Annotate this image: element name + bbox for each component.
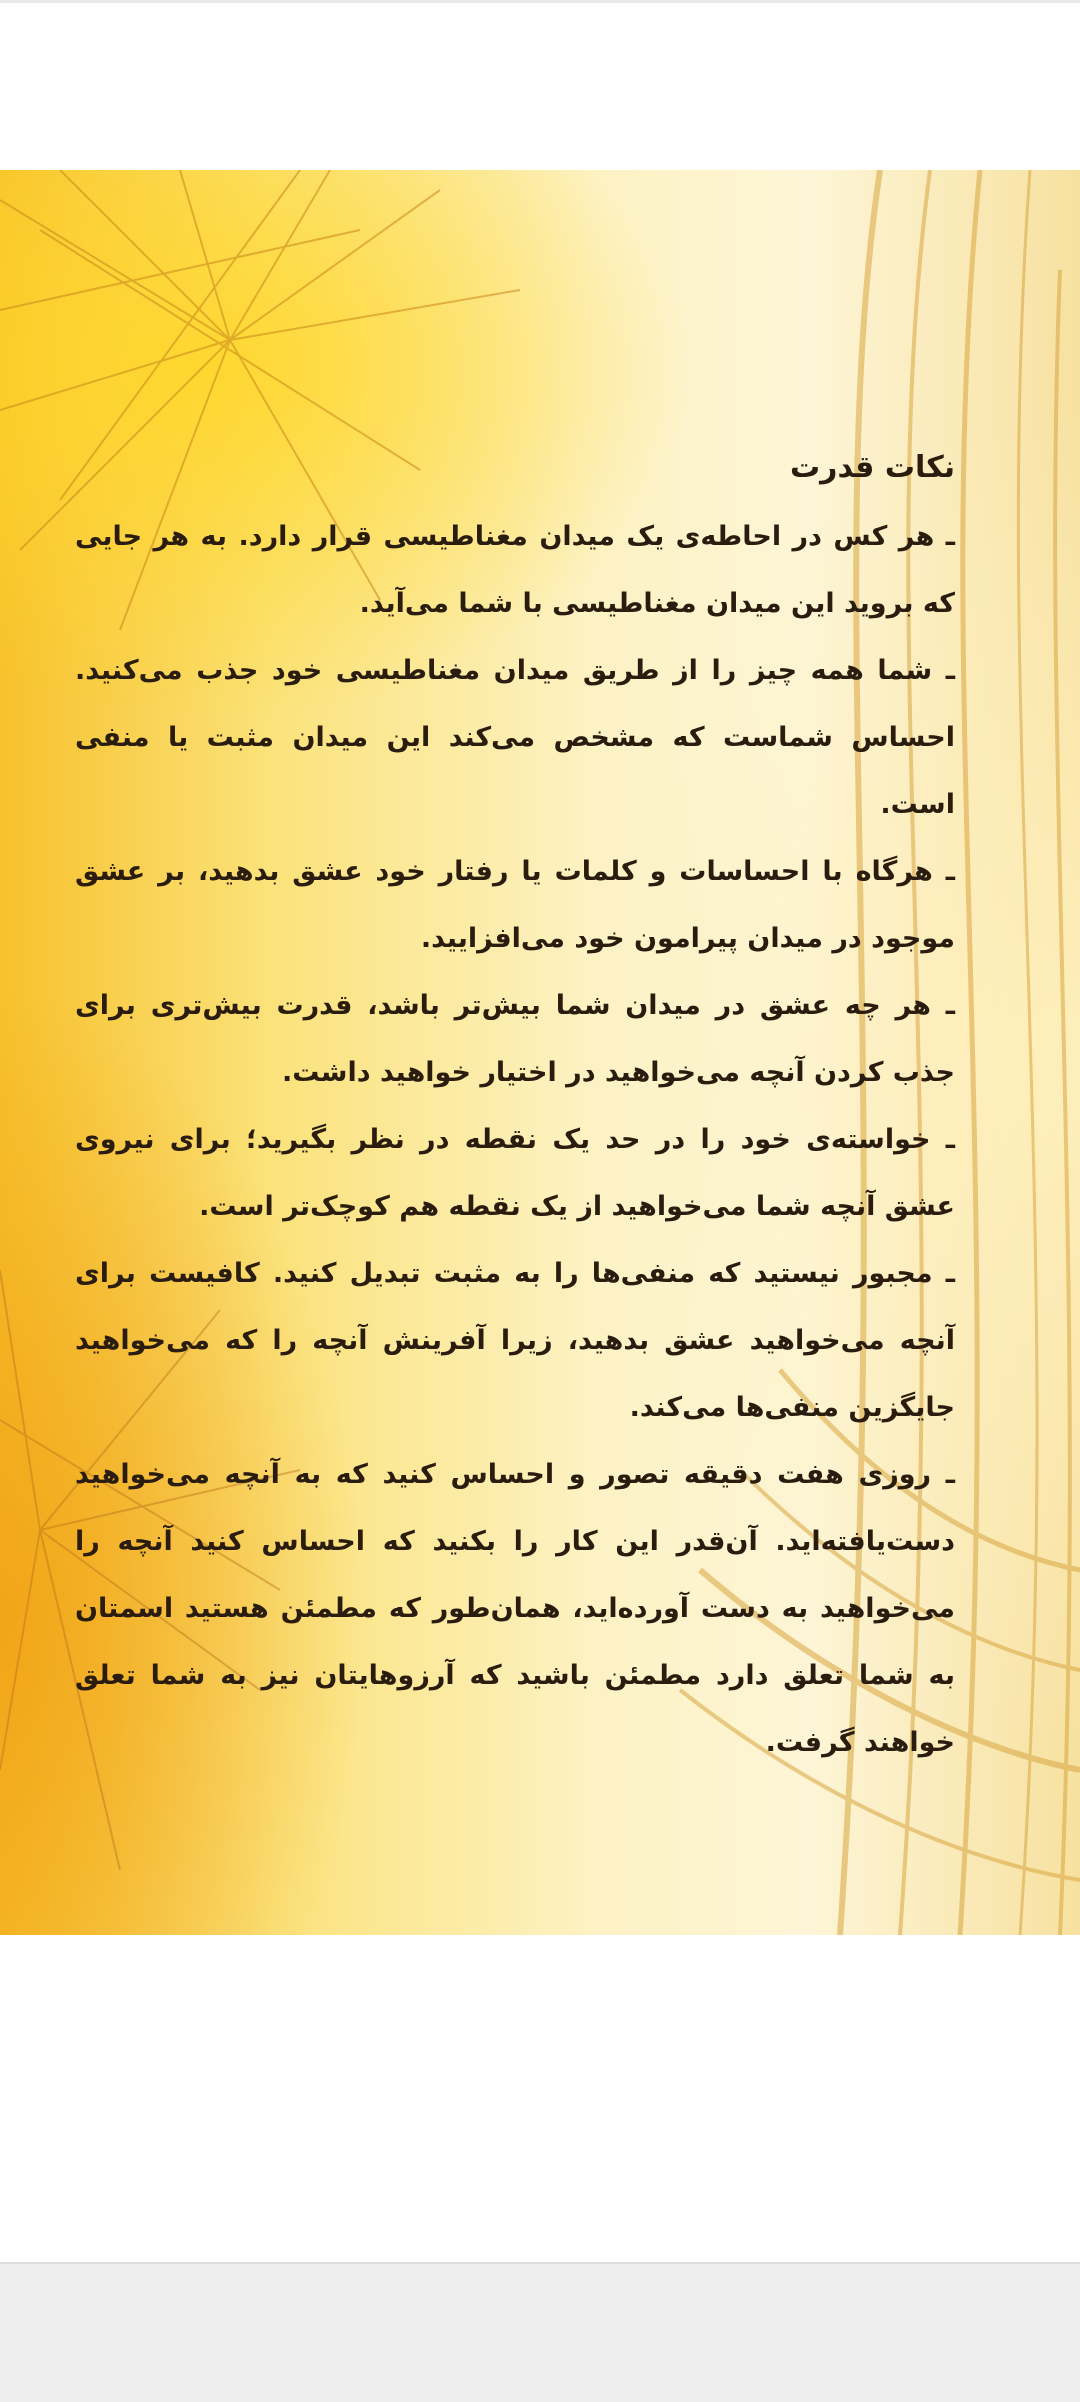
top-divider (0, 0, 1080, 3)
section-title: نکات قدرت (790, 450, 955, 485)
bottom-bar (0, 2262, 1080, 2402)
list-item: ـ خواسته‌ی خود را در حد یک نقطه در نظر بگیرید؛ برای نیروی عشق آنچه شما می‌خواهید از یک نقطه هم کوچک‌تر است. (75, 1124, 955, 1222)
list-item: ـ هر کس در احاطه‌ی یک میدان مغناطیسی قرار دارد. به هر جایی که بروید این میدان مغناطیسی با شما می‌آید. (75, 521, 955, 619)
book-page[interactable] (0, 170, 1080, 1935)
list-item: ـ شما همه چیز را از طریق میدان مغناطیسی خود جذب می‌کنید. احساس شماست که مشخص می‌کند این میدان مثبت یا منفی است. (75, 655, 955, 820)
list-item: ـ روزی هفت دقیقه تصور و احساس کنید که به آنچه می‌خواهید دست‌یافته‌اید. آن‌قدر این کار را بکنید که احساس کنید آنچه را می‌خواهید به دست آورده‌اید، همان‌طور که مطمئن هستید اسمتان به شما تعلق دارد مطمئن باشید که آرزوهایتان نیز به شما تعلق خواهند گرفت. (75, 1459, 955, 1758)
list-item: ـ مجبور نیستید که منفی‌ها را به مثبت تبدیل کنید. کافیست برای آنچه می‌خواهید عشق بدهید، زیرا آفرینش آنچه را که می‌خواهید جایگزین منفی‌ها می‌کند. (75, 1258, 955, 1423)
list-item: ـ هرگاه با احساسات و کلمات یا رفتار خود عشق بدهید، بر عشق موجود در میدان پیرامون خود می‌افزایید. (75, 856, 955, 954)
list-item: ـ هر چه عشق در میدان شما بیش‌تر باشد، قدرت بیش‌تری برای جذب کردن آنچه می‌خواهید در اختیار خواهید داشت. (75, 990, 955, 1088)
page-text (75, 450, 955, 1776)
